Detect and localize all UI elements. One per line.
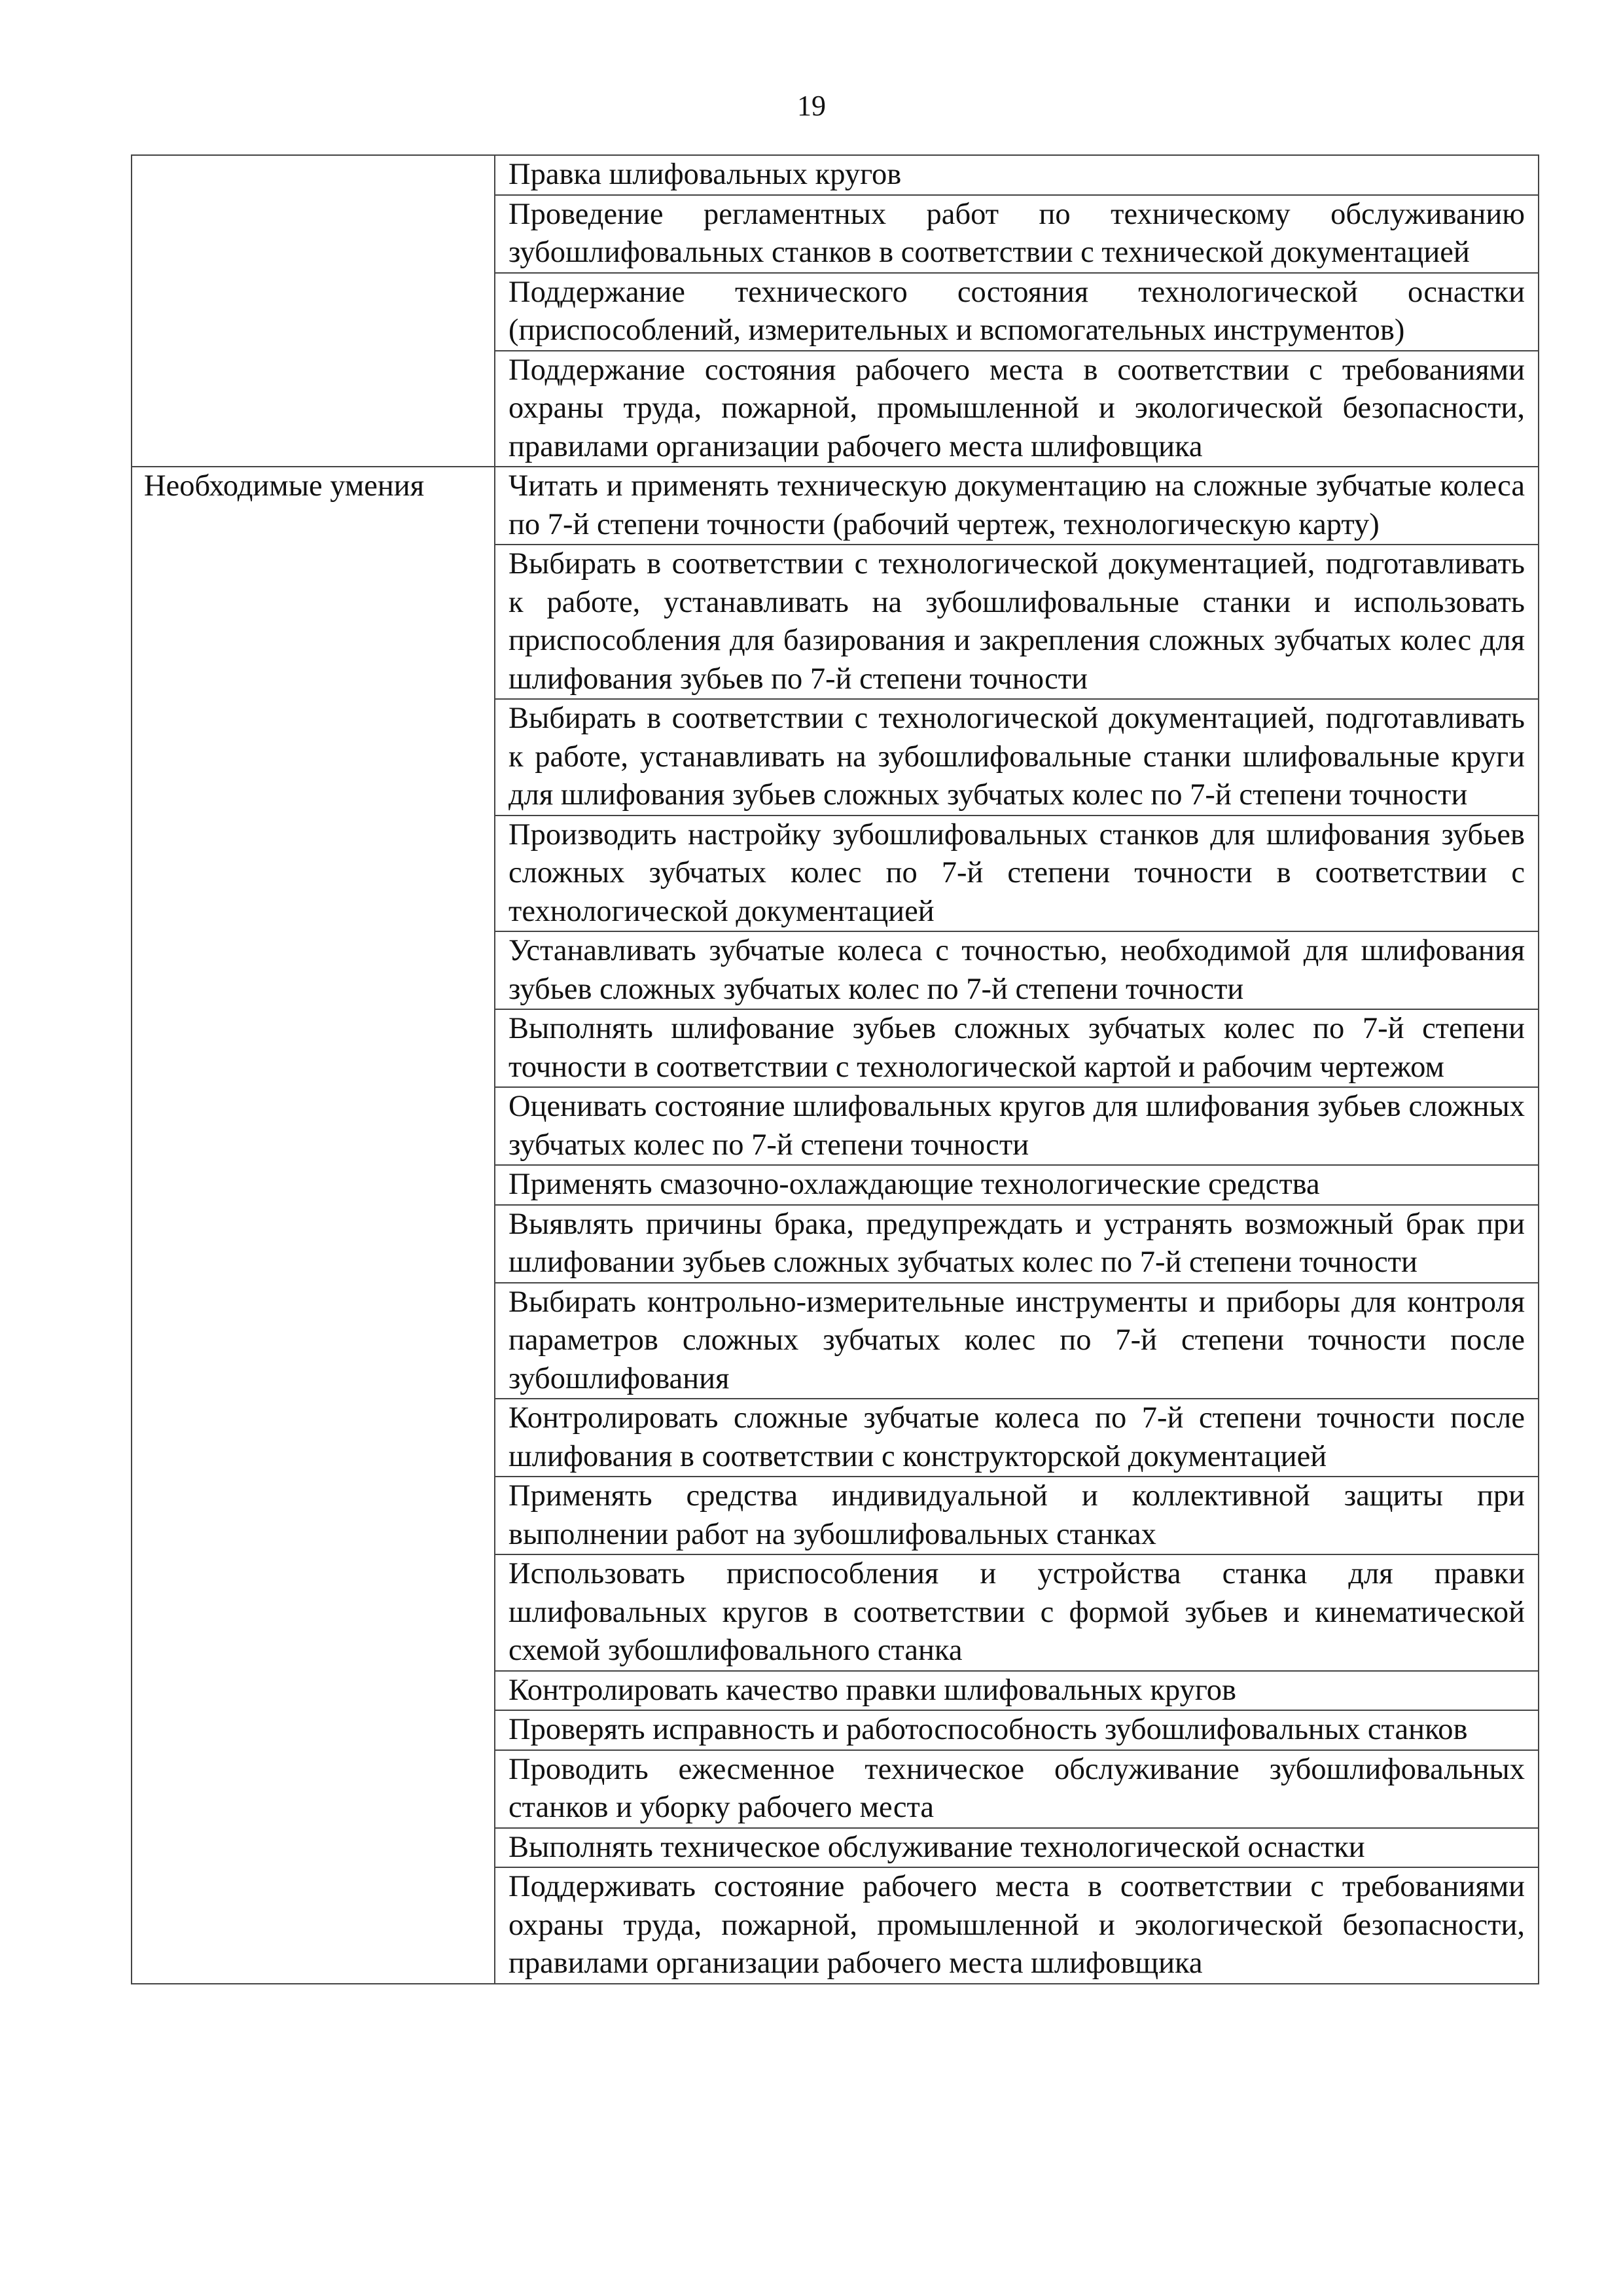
skill-cell: Выбирать в соответствии с технологической документацией, подготавливать к работе, устанавливать на зубошлифовальные станки и использовать приспособления для базирования и закрепления сложных зубчатых колес для шлифования зубьев по 7-й степени точности xyxy=(495,545,1539,699)
skill-cell: Выполнять шлифование зубьев сложных зубчатых колес по 7-й степени точности в соответствии с технологической картой и рабочим чертежом xyxy=(495,1009,1539,1087)
table-row xyxy=(132,155,1539,195)
skill-cell: Производить настройку зубошлифовальных станков для шлифования зубьев сложных зубчатых колес по 7-й степени точности в соответствии с технологической документацией xyxy=(495,816,1539,932)
skill-cell: Использовать приспособления и устройства станка для правки шлифовальных кругов в соответствии с формой зубьев и кинематической схемой зубошлифовального станка xyxy=(495,1554,1539,1671)
table-row xyxy=(132,467,1539,545)
skill-cell: Выполнять техническое обслуживание технологической оснастки xyxy=(495,1828,1539,1868)
skill-cell: Контролировать качество правки шлифовальных кругов xyxy=(495,1671,1539,1711)
page-number: 19 xyxy=(797,90,826,122)
skill-cell: Устанавливать зубчатые колеса с точностью, необходимой для шлифования зубьев сложных зубчатых колес по 7-й степени точности xyxy=(495,931,1539,1009)
labor-action-cell: Поддержание технического состояния технологической оснастки (приспособлений, измерительных и вспомогательных инструментов) xyxy=(495,273,1539,351)
skill-cell: Проверять исправность и работоспособность зубошлифовальных станков xyxy=(495,1710,1539,1750)
labor-action-cell: Проведение регламентных работ по техническому обслуживанию зубошлифовальных станков в соответствии с технической документацией xyxy=(495,195,1539,273)
skill-cell: Контролировать сложные зубчатые колеса по 7-й степени точности после шлифования в соответствии с конструкторской документацией xyxy=(495,1399,1539,1477)
labor-action-cell: Правка шлифовальных кругов xyxy=(495,155,1539,195)
qualification-table xyxy=(131,154,1539,1984)
skill-cell: Выбирать в соответствии с технологической документацией, подготавливать к работе, устанавливать на зубошлифовальные станки шлифовальные круги для шлифования зубьев сложных зубчатых колес по 7-й степени точности xyxy=(495,699,1539,816)
labor-action-cell: Поддержание состояния рабочего места в соответствии с требованиями охраны труда, пожарной, промышленной и экологической безопасности, правилами организации рабочего места шлифовщика xyxy=(495,351,1539,467)
skill-cell: Читать и применять техническую документацию на сложные зубчатые колеса по 7-й степени точности (рабочий чертеж, технологическую карту) xyxy=(495,467,1539,545)
skill-cell: Выявлять причины брака, предупреждать и устранять возможный брак при шлифовании зубьев сложных зубчатых колес по 7-й степени точности xyxy=(495,1205,1539,1283)
skill-cell: Применять средства индивидуальной и коллективной защиты при выполнении работ на зубошлифовальных станках xyxy=(495,1477,1539,1554)
skill-cell: Проводить ежесменное техническое обслуживание зубошлифовальных станков и уборку рабочего места xyxy=(495,1750,1539,1828)
skill-cell: Поддерживать состояние рабочего места в соответствии с требованиями охраны труда, пожарной, промышленной и экологической безопасности, правилами организации рабочего места шлифовщика xyxy=(495,1867,1539,1984)
row-label-skills: Необходимые умения xyxy=(132,467,495,1984)
skill-cell: Выбирать контрольно-измерительные инструменты и приборы для контроля параметров сложных зубчатых колес по 7-й степени точности после зубошлифования xyxy=(495,1283,1539,1399)
skill-cell: Оценивать состояние шлифовальных кругов для шлифования зубьев сложных зубчатых колес по 7-й степени точности xyxy=(495,1087,1539,1165)
row-label xyxy=(132,155,495,467)
skill-cell: Применять смазочно-охлаждающие технологические средства xyxy=(495,1165,1539,1205)
